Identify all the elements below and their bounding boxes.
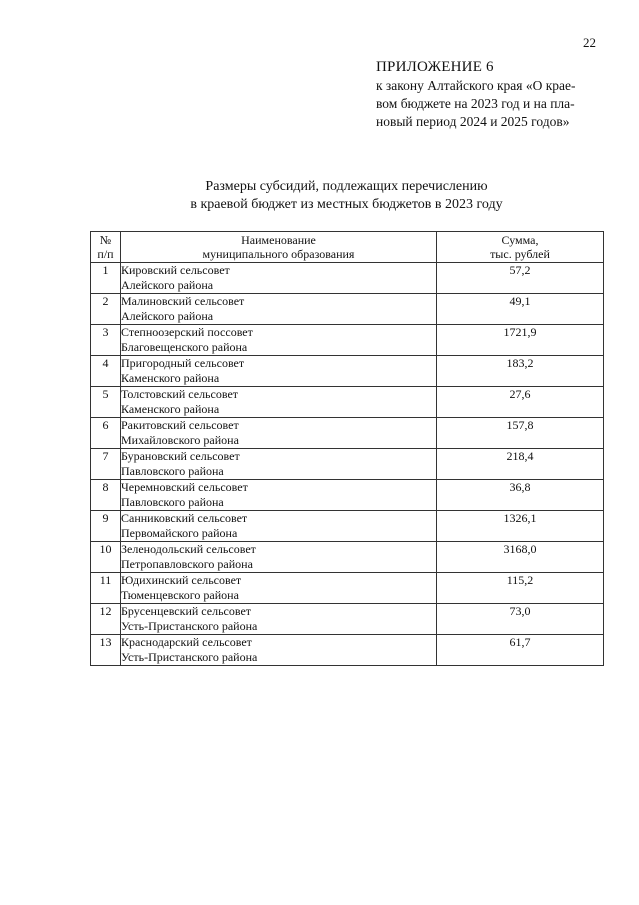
appendix-header: [376, 58, 616, 131]
table-row: [91, 356, 604, 387]
row-number: 1: [91, 263, 121, 294]
municipality-settlement: Кировский сельсовет: [121, 263, 230, 277]
appendix-line: вом бюджете на 2023 год и на пла-: [376, 96, 575, 111]
table-row: [91, 449, 604, 480]
subsidy-amount: 115,2: [437, 573, 604, 604]
municipality-name: [121, 542, 437, 573]
municipality-district: Усть-Пристанского района: [121, 618, 258, 633]
municipality-settlement: Зеленодольский сельсовет: [121, 542, 256, 556]
appendix-title: ПРИЛОЖЕНИЕ 6: [376, 59, 494, 75]
municipality-settlement: Ракитовский сельсовет: [121, 418, 239, 432]
row-number: 10: [91, 542, 121, 573]
row-number: 8: [91, 480, 121, 511]
table-body: [91, 263, 604, 666]
row-number: 6: [91, 418, 121, 449]
municipality-name: [121, 325, 437, 356]
row-number: 7: [91, 449, 121, 480]
municipality-district: Петропавловского района: [121, 556, 253, 571]
table-row: [91, 325, 604, 356]
table-row: [91, 604, 604, 635]
subsidy-amount: 218,4: [437, 449, 604, 480]
subsidy-amount: 27,6: [437, 387, 604, 418]
municipality-name: [121, 511, 437, 542]
municipality-name: [121, 635, 437, 666]
row-number: 2: [91, 294, 121, 325]
table-row: [91, 294, 604, 325]
subsidy-amount: 73,0: [437, 604, 604, 635]
table-row: [91, 635, 604, 666]
subsidy-amount: 57,2: [437, 263, 604, 294]
municipality-name: [121, 387, 437, 418]
municipality-district: Первомайского района: [121, 525, 238, 540]
title-line: Размеры субсидий, подлежащих перечислению: [205, 179, 488, 194]
municipality-district: Павловского района: [121, 463, 224, 478]
municipality-settlement: Толстовский сельсовет: [121, 387, 239, 401]
table-row: [91, 418, 604, 449]
title-line: в краевой бюджет из местных бюджетов в 2023 году: [190, 197, 503, 212]
row-number: 3: [91, 325, 121, 356]
subsidy-amount: 1326,1: [437, 511, 604, 542]
municipality-settlement: Санниковский сельсовет: [121, 511, 248, 525]
municipality-name: [121, 356, 437, 387]
municipality-name: [121, 480, 437, 511]
subsidy-amount: 157,8: [437, 418, 604, 449]
municipality-settlement: Юдихинский сельсовет: [121, 573, 242, 587]
table-header-row: [91, 232, 604, 263]
row-number: 12: [91, 604, 121, 635]
row-number: 4: [91, 356, 121, 387]
municipality-settlement: Брусенцевский сельсовет: [121, 604, 252, 618]
header-sum: Сумма, тыс. рублей: [437, 232, 604, 263]
page-number: 22: [583, 35, 596, 50]
row-number: 13: [91, 635, 121, 666]
subsidies-table: [90, 231, 604, 666]
municipality-district: Тюменцевского района: [121, 587, 239, 602]
appendix-line: новый период 2024 и 2025 годов»: [376, 114, 570, 129]
header-name: Наименование муниципального образования: [121, 232, 437, 263]
subsidy-amount: 3168,0: [437, 542, 604, 573]
document-title: [90, 178, 603, 214]
municipality-settlement: Краснодарский сельсовет: [121, 635, 252, 649]
table-row: [91, 511, 604, 542]
subsidy-amount: 36,8: [437, 480, 604, 511]
municipality-name: [121, 449, 437, 480]
table-row: [91, 542, 604, 573]
municipality-settlement: Малиновский сельсовет: [121, 294, 245, 308]
subsidy-amount: 183,2: [437, 356, 604, 387]
subsidy-amount: 61,7: [437, 635, 604, 666]
header-number: № п/п: [91, 232, 121, 263]
municipality-settlement: Степноозерский поссовет: [121, 325, 253, 339]
table-row: [91, 573, 604, 604]
municipality-district: Алейского района: [121, 277, 214, 292]
municipality-settlement: Пригородный сельсовет: [121, 356, 245, 370]
municipality-district: Алейского района: [121, 308, 214, 323]
municipality-district: Михайловского района: [121, 432, 239, 447]
municipality-district: Каменского района: [121, 370, 220, 385]
municipality-district: Каменского района: [121, 401, 220, 416]
municipality-district: Павловского района: [121, 494, 224, 509]
table-row: [91, 480, 604, 511]
municipality-district: Благовещенского района: [121, 339, 248, 354]
row-number: 5: [91, 387, 121, 418]
row-number: 9: [91, 511, 121, 542]
municipality-settlement: Бурановский сельсовет: [121, 449, 240, 463]
subsidy-amount: 1721,9: [437, 325, 604, 356]
municipality-district: Усть-Пристанского района: [121, 649, 258, 664]
appendix-line: к закону Алтайского края «О крае-: [376, 78, 576, 93]
municipality-name: [121, 573, 437, 604]
subsidy-amount: 49,1: [437, 294, 604, 325]
municipality-settlement: Черемновский сельсовет: [121, 480, 248, 494]
table-row: [91, 387, 604, 418]
municipality-name: [121, 263, 437, 294]
municipality-name: [121, 294, 437, 325]
row-number: 11: [91, 573, 121, 604]
municipality-name: [121, 418, 437, 449]
table-row: [91, 263, 604, 294]
municipality-name: [121, 604, 437, 635]
